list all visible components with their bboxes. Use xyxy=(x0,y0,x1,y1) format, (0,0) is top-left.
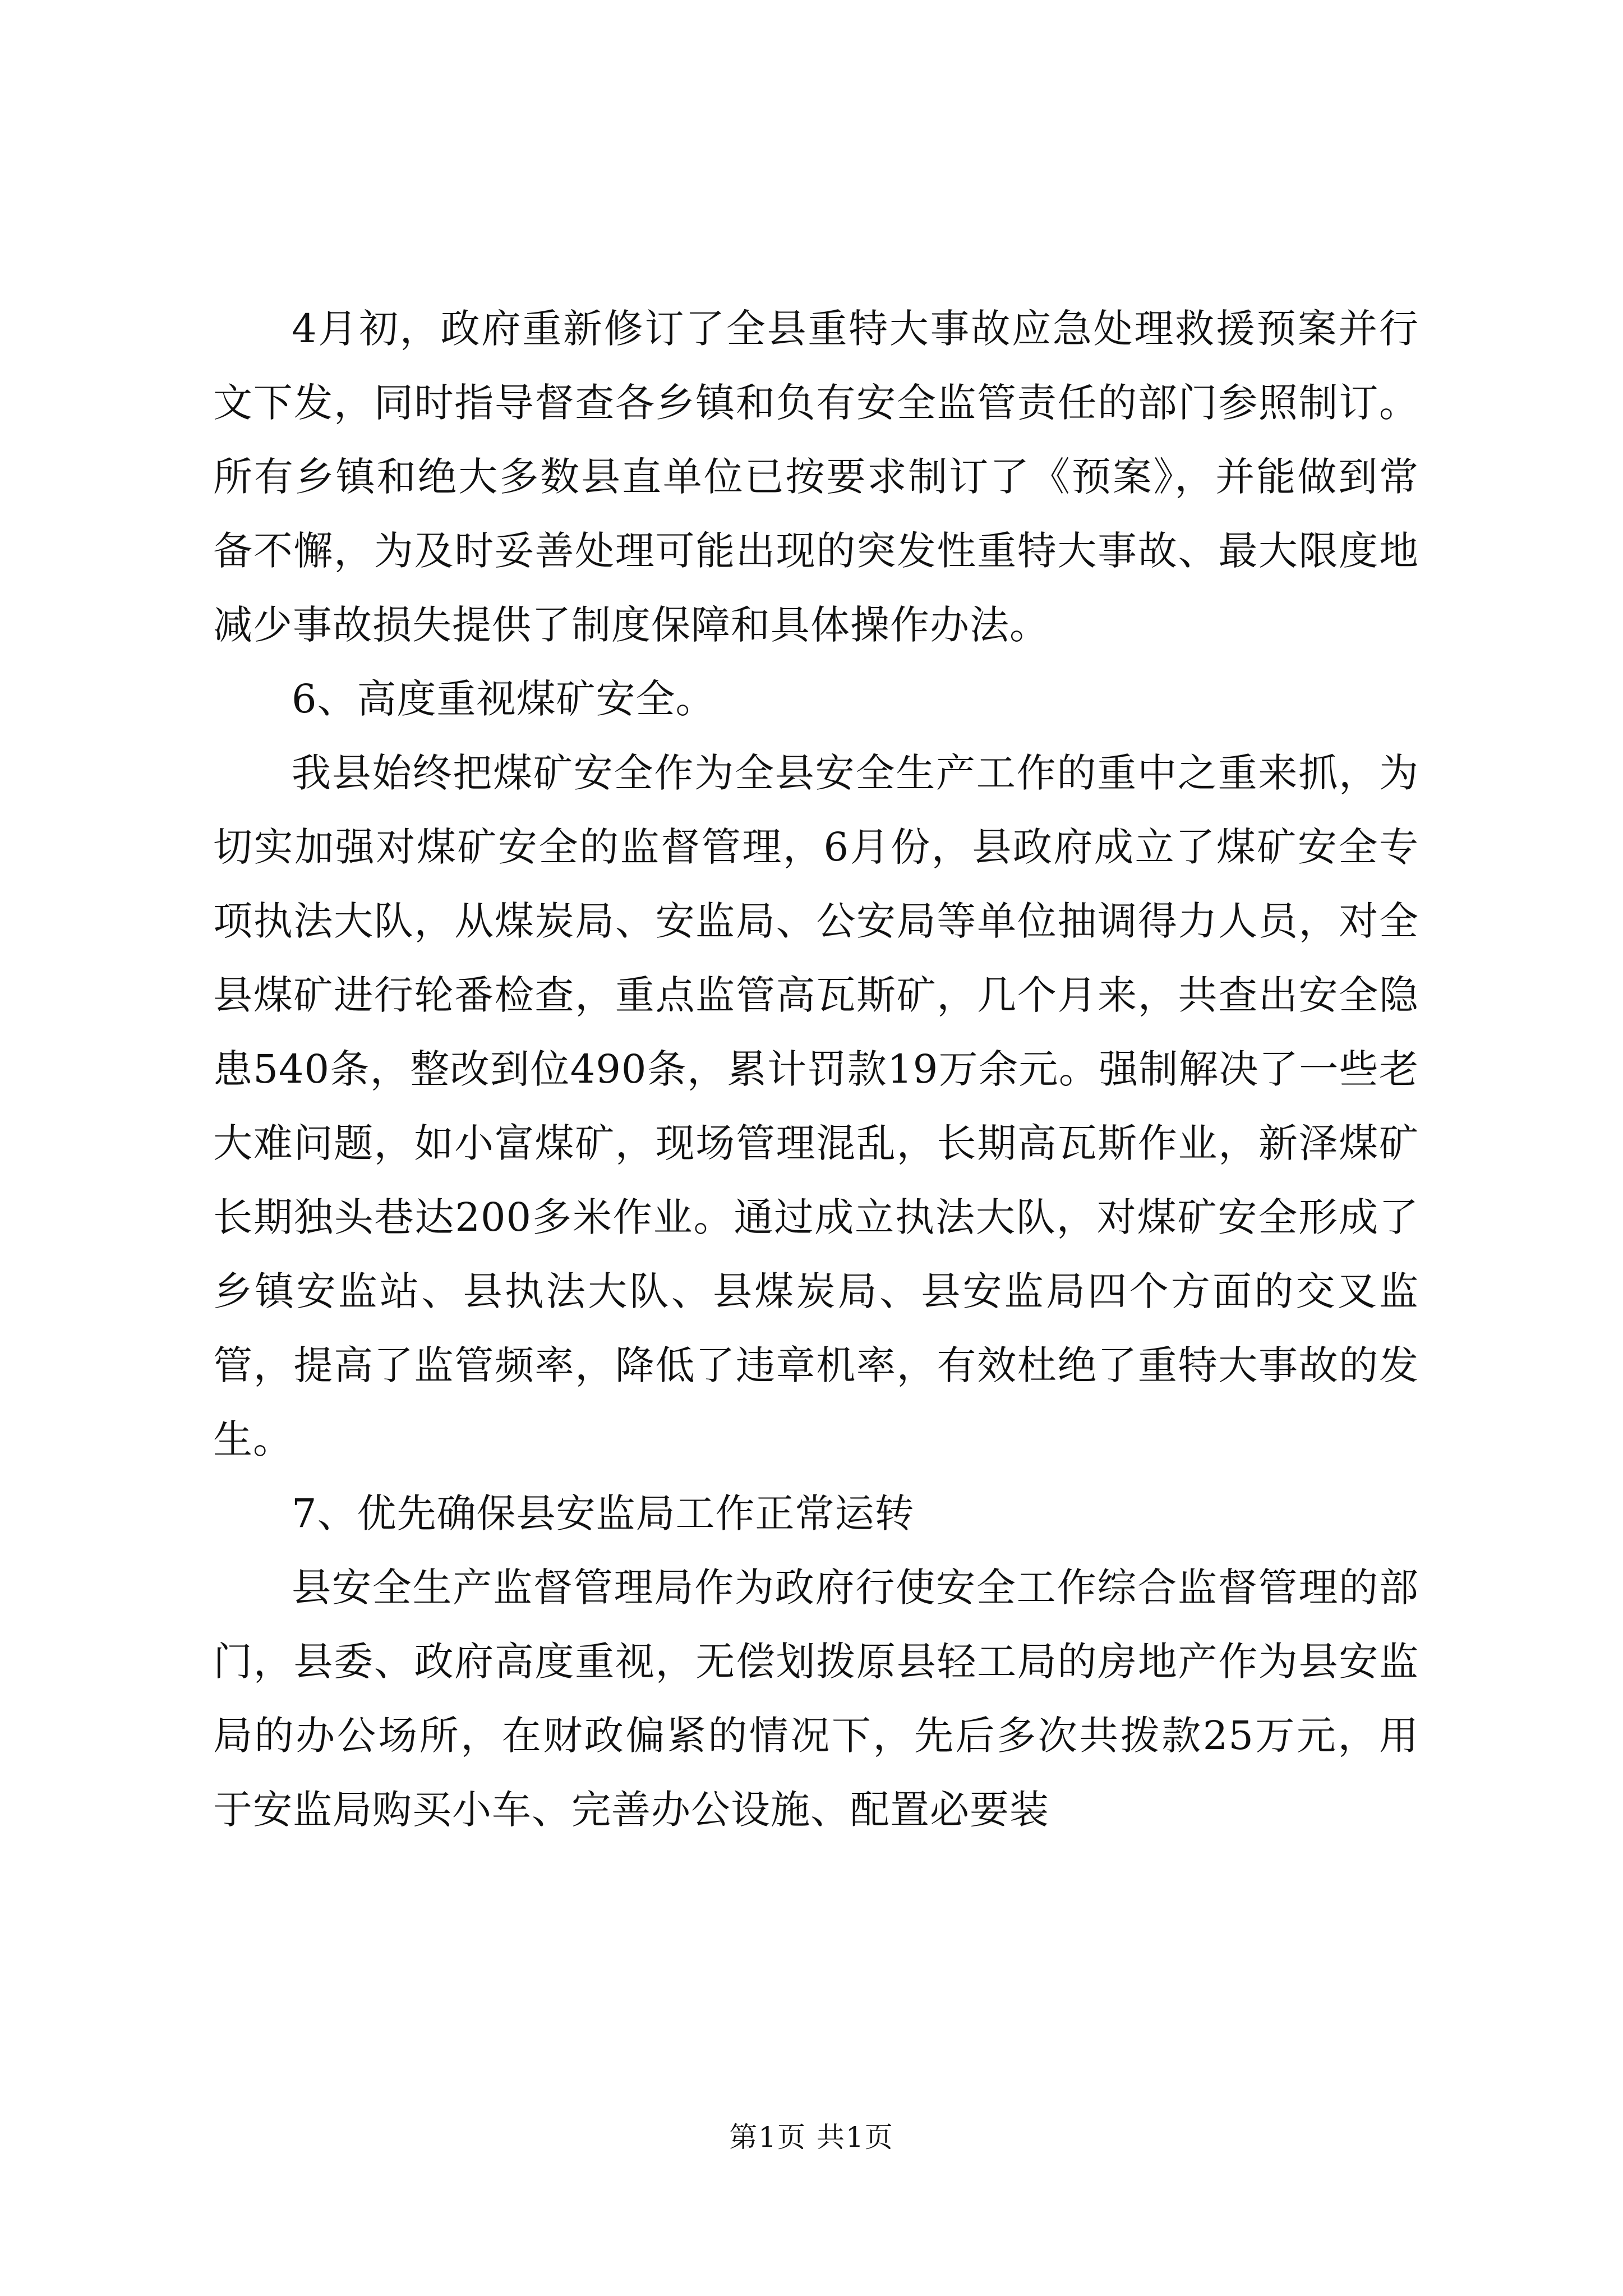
section-heading-coal-mine-safety: 6、高度重视煤矿安全。 xyxy=(292,676,716,722)
section-heading-safety-bureau: 7、优先确保县安监局工作正常运转 xyxy=(292,1490,915,1536)
document-body xyxy=(213,292,1419,1847)
page-footer: 第1页 共1页 xyxy=(729,2121,894,2154)
paragraph-emergency-plan: 4月初，政府重新修订了全县重特大事故应急处理救援预案并行文下发，同时指导督查各乡镇和负有安全监管责任的部门参照制订。所有乡镇和绝大多数县直单位已按要求制订了《预案》，并能做到常备不懈，为及时妥善处理可能出现的突发性重特大事故、最大限度地减少事故损失提供了制度保障和具体操作办法。 xyxy=(213,306,1419,648)
paragraph-safety-bureau: 县安全生产监督管理局作为政府行使安全工作综合监督管理的部门，县委、政府高度重视，无偿划拨原县轻工局的房地产作为县安监局的办公场所，在财政偏紧的情况下，先后多次共拨款25万元，用于安监局购买小车、完善办公设施、配置必要装 xyxy=(213,1565,1419,1833)
paragraph-coal-mine-safety: 我县始终把煤矿安全作为全县安全生产工作的重中之重来抓，为切实加强对煤矿安全的监督管理，6月份，县政府成立了煤矿安全专项执法大队，从煤炭局、安监局、公安局等单位抽调得力人员，对全县煤矿进行轮番检查，重点监管高瓦斯矿，几个月来，共查出安全隐患540条，整改到位490条，累计罚款19万余元。强制解决了一些老大难问题，如小富煤矿，现场管理混乱，长期高瓦斯作业，新泽煤矿长期独头巷达200多米作业。通过成立执法大队，对煤矿安全形成了乡镇安监站、县执法大队、县煤炭局、县安监局四个方面的交叉监管，提高了监管频率，降低了违章机率，有效杜绝了重特大事故的发生。 xyxy=(213,750,1419,1462)
